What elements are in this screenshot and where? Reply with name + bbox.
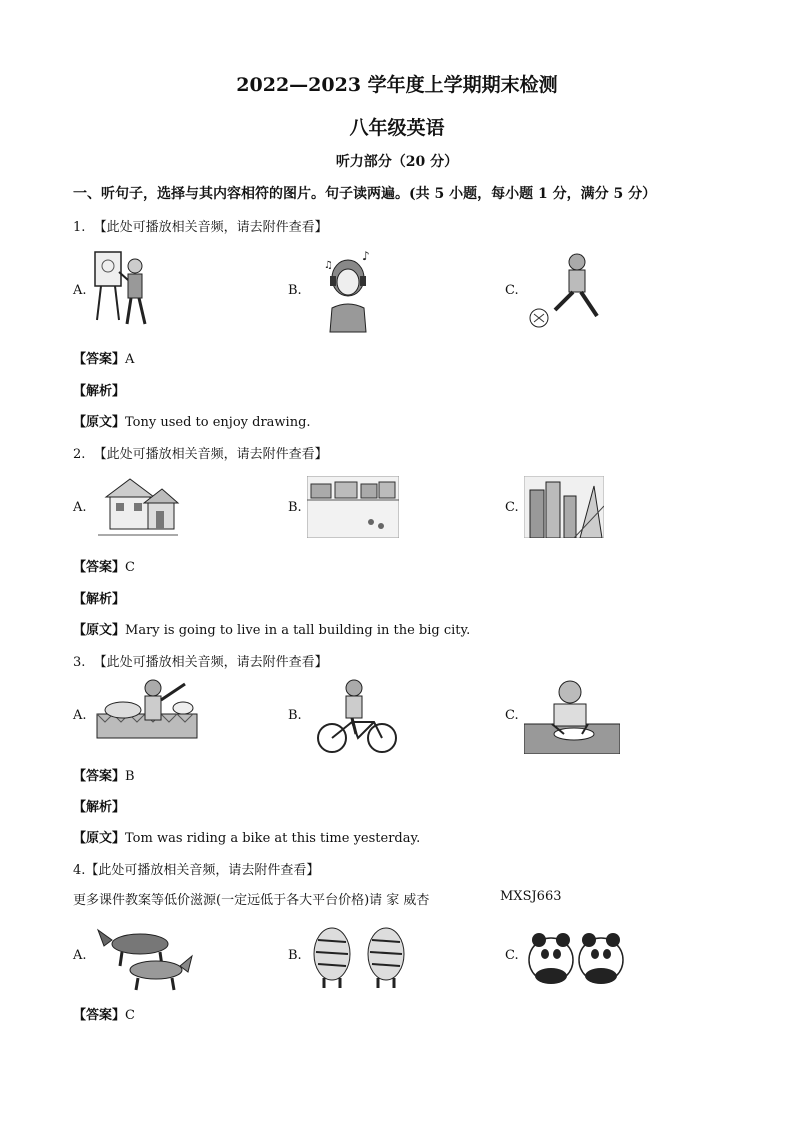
option-letter: C. — [505, 708, 519, 723]
boy-kicking-ball-icon — [525, 248, 607, 330]
svg-text:♪: ♪ — [362, 249, 370, 263]
option-letter: B. — [288, 948, 302, 963]
option-letter: C. — [505, 500, 519, 515]
part-title: 听力部分（20 分） — [335, 154, 459, 170]
option-letter: C. — [505, 283, 519, 298]
girl-listening-music-icon — [318, 248, 378, 334]
original-label: 【原文】 — [73, 831, 126, 846]
question-3-header — [73, 651, 328, 670]
question-number: 3. — [73, 655, 86, 670]
house-icon — [96, 473, 180, 541]
answer-line — [73, 1004, 135, 1023]
option-letter: A. — [73, 948, 87, 963]
answer-line — [73, 348, 134, 367]
original-text: Tom was riding a bike at this time yesterday. — [125, 831, 421, 846]
original-line — [73, 411, 311, 430]
boy-riding-bike-icon — [316, 676, 398, 756]
original-line — [73, 619, 470, 638]
question-1-header — [73, 216, 328, 235]
answer-value: B — [125, 769, 135, 784]
promo-code: MXSJ663 — [500, 889, 562, 904]
audio-prompt[interactable]: 【此处可播放相关音频，请去附件查看】 — [93, 655, 328, 670]
tigers-icon — [306, 926, 412, 988]
original-label: 【原文】 — [73, 623, 126, 638]
answer-value: C — [125, 1008, 135, 1023]
audio-prompt[interactable]: 【此处可播放相关音频，请去附件查看】 — [93, 220, 328, 235]
svg-text:♫: ♫ — [324, 260, 333, 271]
original-text: Tony used to enjoy drawing. — [125, 415, 311, 430]
option-letter: C. — [505, 948, 519, 963]
option-letter: B. — [288, 708, 302, 723]
answer-label: 【答案】 — [73, 560, 126, 575]
page-title: 2022—2023 学年度上学期期末检测 — [236, 74, 558, 96]
answer-label: 【答案】 — [73, 352, 126, 367]
boy-on-bed-icon — [93, 676, 203, 750]
option-letter: B. — [288, 283, 302, 298]
village-icon — [307, 476, 399, 538]
question-2-header — [73, 443, 328, 462]
boy-eating-icon — [524, 676, 620, 754]
answer-value: C — [125, 560, 135, 575]
promo-text: 更多课件教案等低价滋源(一定远低于各大平台价格)请 家 威杏 — [73, 893, 430, 908]
city-buildings-icon — [524, 476, 604, 538]
audio-prompt[interactable]: 【此处可播放相关音频，请去附件查看】 — [85, 863, 320, 878]
question-number: 2. — [73, 447, 86, 462]
section-heading: 一、听句子，选择与其内容相符的图片。句子读两遍。(共 5 小题，每小题 1 分，满分 5 分） — [73, 186, 657, 202]
answer-value: A — [125, 352, 135, 367]
person-drawing-icon — [91, 248, 153, 328]
option-letter: A. — [73, 708, 87, 723]
option-letter: A. — [73, 500, 87, 515]
question-4-header — [73, 859, 319, 878]
question-number: 1. — [73, 220, 86, 235]
option-letter: A. — [73, 283, 87, 298]
answer-label: 【答案】 — [73, 769, 126, 784]
original-label: 【原文】 — [73, 415, 126, 430]
question-number: 4. — [73, 863, 86, 878]
horses-icon — [90, 926, 196, 992]
analysis-label: 【解析】 — [73, 592, 126, 607]
original-line — [73, 827, 420, 846]
answer-line — [73, 765, 135, 784]
analysis-line — [73, 588, 125, 607]
answer-label: 【答案】 — [73, 1008, 126, 1023]
option-letter: B. — [288, 500, 302, 515]
audio-prompt[interactable]: 【此处可播放相关音频，请去附件查看】 — [93, 447, 328, 462]
analysis-line — [73, 380, 125, 399]
analysis-label: 【解析】 — [73, 384, 126, 399]
pandas-icon — [525, 924, 629, 990]
page-subtitle: 八年级英语 — [349, 117, 445, 139]
original-text: Mary is going to live in a tall building in the big city. — [125, 623, 471, 638]
answer-line — [73, 556, 135, 575]
analysis-label: 【解析】 — [73, 800, 126, 815]
analysis-line — [73, 796, 125, 815]
